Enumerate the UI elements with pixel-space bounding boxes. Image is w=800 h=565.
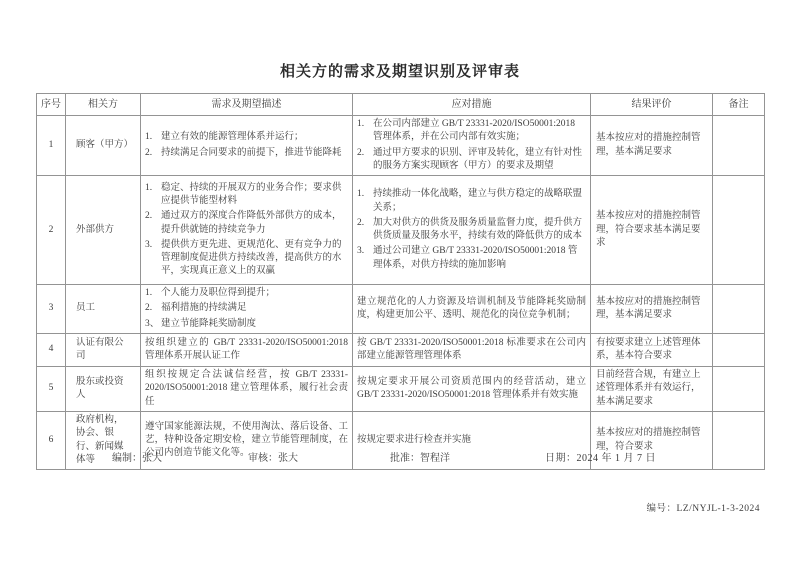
remark-cell	[713, 116, 765, 176]
related-party-cell: 员工	[66, 285, 141, 334]
response-measures-cell	[353, 176, 591, 285]
approved-by: 批准：智程洋	[390, 453, 450, 464]
table-row	[37, 176, 765, 285]
signature-line	[0, 449, 800, 463]
numbered-item	[357, 147, 586, 174]
related-party-cell: 股东或投资人	[66, 367, 141, 412]
header-response-measures: 应对措施	[353, 94, 591, 116]
item-marker: 2.	[145, 303, 153, 314]
item-text: 提供供方更先进、更规范化、更有竞争力的管理制度促进供方持续改善，提高供方的水平，实现真正意义上的双赢	[161, 239, 342, 277]
numbered-item	[145, 318, 348, 331]
review-table	[36, 93, 765, 470]
header-result-evaluation: 结果评价	[591, 94, 713, 116]
numbered-item	[357, 245, 586, 272]
numbered-item	[145, 302, 348, 315]
needs-description-cell	[141, 285, 353, 334]
paragraph-text: 组织按规定合法诚信经营，按 GB/T 23331-2020/ISO50001:2018 建立管理体系，履行社会责任	[145, 370, 348, 407]
remark-cell	[713, 285, 765, 334]
remark-cell	[713, 334, 765, 367]
response-measures-cell	[353, 367, 591, 412]
item-text: 福利措施的持续满足	[161, 303, 247, 314]
serial-no-cell: 1	[37, 116, 66, 176]
header-related-party: 相关方	[66, 94, 141, 116]
item-marker: 3.	[357, 246, 365, 257]
serial-no-cell: 5	[37, 367, 66, 412]
response-measures-cell	[353, 116, 591, 176]
paragraph-text: 按组织建立的 GB/T 23331-2020/ISO50001:2018 管理体系开展认证工作	[145, 337, 348, 362]
paragraph-text: 按规定要求进行检查并实施	[357, 434, 472, 445]
table-row	[37, 367, 765, 412]
paragraph-text: 建立规范化的人力资源及培训机制及节能降耗奖励制度，构建更加公平、透明、规范化的岗位竞争机制；	[357, 296, 586, 321]
numbered-item	[145, 182, 348, 209]
related-party-cell: 政府机构，协会、银行、新闻媒体等	[66, 411, 141, 469]
needs-description-cell	[141, 334, 353, 367]
response-measures-cell	[353, 285, 591, 334]
header-serial-no: 序号	[37, 94, 66, 116]
item-marker: 1.	[145, 182, 153, 193]
numbered-item	[357, 118, 586, 145]
serial-no-cell: 3	[37, 285, 66, 334]
reviewed-by: 审核：张大	[248, 453, 298, 464]
document-number: 编号：LZ/NYJL-1-3-2024	[646, 504, 760, 514]
item-marker: 1.	[145, 288, 153, 299]
result-evaluation-cell: 基本按应对的措施控制管理，基本满足要求	[591, 285, 713, 334]
item-marker: 2.	[357, 217, 365, 228]
item-text: 加大对供方的供货及服务质量监督力度，提升供方供货质量及服务水平，持续有效的降低供方的成本	[373, 217, 583, 242]
item-text: 建立节能降耗奖励制度	[161, 318, 257, 329]
paragraph-text: 按规定要求开展公司资质范围内的经营活动，建立 GB/T 23331-2020/ISO50001:2018 管理体系并有效实施	[357, 376, 586, 401]
needs-description-cell	[141, 176, 353, 285]
item-text: 通过公司建立 GB/T 23331-2020/ISO50001:2018 管理体系，对供方持续的施加影响	[373, 246, 578, 270]
item-marker: 1.	[357, 119, 365, 129]
result-evaluation-cell: 基本按应对的措施控制管理，基本满足要求	[591, 116, 713, 176]
needs-description-cell	[141, 116, 353, 176]
item-text: 个人能力及职位得到提升；	[161, 288, 276, 299]
item-text: 通过甲方要求的识别、评审及转化，建立有针对性的服务方案实现顾客（甲方）的要求及期望	[373, 147, 583, 171]
related-party-cell: 外部供方	[66, 176, 141, 285]
serial-no-cell: 6	[37, 411, 66, 469]
response-measures-cell	[353, 334, 591, 367]
item-marker: 3.	[145, 239, 153, 250]
table-header-row	[37, 94, 765, 116]
numbered-item	[145, 147, 348, 160]
serial-no-cell: 4	[37, 334, 66, 367]
numbered-item	[145, 210, 348, 237]
item-text: 在公司内部建立 GB/T 23331-2020/ISO50001:2018 管理体系，并在公司内部有效实施；	[373, 119, 575, 143]
numbered-item	[145, 287, 348, 300]
item-marker: 2.	[145, 147, 153, 158]
numbered-item	[145, 131, 348, 144]
item-text: 稳定、持续的开展双方的业务合作；要求供应提供节能型材料	[161, 182, 342, 206]
result-evaluation-cell: 基本按应对的措施控制管理，符合要求	[591, 411, 713, 469]
related-party-cell: 顾客（甲方）	[66, 116, 141, 176]
page-title: 相关方的需求及期望识别及评审表	[279, 64, 520, 80]
header-remarks: 备注	[713, 94, 765, 116]
paragraph-text: 按 GB/T 23331-2020/ISO50001:2018 标准要求在公司内部建立能源管理管理体系	[357, 337, 586, 362]
related-party-cell: 认证有限公司	[66, 334, 141, 367]
result-evaluation-cell: 目前经营合规，有建立上述管理体系并有效运行，基本满足要求	[591, 367, 713, 412]
needs-description-cell	[141, 367, 353, 412]
item-marker: 3、	[145, 318, 160, 329]
result-evaluation-cell: 有按要求建立上述管理体系，基本符合要求	[591, 334, 713, 367]
result-evaluation-cell: 基本按应对的措施控制管理，符合要求基本满足要求	[591, 176, 713, 285]
header-needs-description: 需求及期望描述	[141, 94, 353, 116]
item-marker: 2.	[357, 147, 365, 158]
table-row	[37, 285, 765, 334]
serial-no-cell: 2	[37, 176, 66, 285]
numbered-item	[357, 188, 586, 215]
table-header	[37, 94, 765, 116]
table-row	[37, 334, 765, 367]
prepared-by: 编制：张大	[112, 453, 162, 464]
signature-date: 日期：2024 年 1 月 7 日	[545, 453, 656, 464]
item-text: 通过双方的深度合作降低外部供方的成本，提升供就链的持续竞争力	[161, 211, 342, 235]
item-text: 持续满足合同要求的前提下，推进节能降耗	[161, 147, 342, 158]
item-text: 持续推动一体化战略，建立与供方稳定的战略联盟关系；	[373, 189, 583, 213]
remark-cell	[713, 367, 765, 412]
item-marker: 1.	[145, 132, 153, 143]
numbered-item	[145, 239, 348, 279]
paragraph-text: 遵守国家能源法规，不使用淘汰、落后设备、工艺，特种设备定期安检，建立节能管理制度，在公司内创造节能文化等。	[145, 421, 348, 459]
table-row	[37, 116, 765, 176]
table-body	[37, 116, 765, 470]
numbered-item	[357, 217, 586, 244]
remark-cell	[713, 176, 765, 285]
item-marker: 1.	[357, 189, 365, 200]
item-marker: 2.	[145, 211, 153, 222]
item-text: 建立有效的能源管理体系并运行；	[161, 132, 304, 143]
